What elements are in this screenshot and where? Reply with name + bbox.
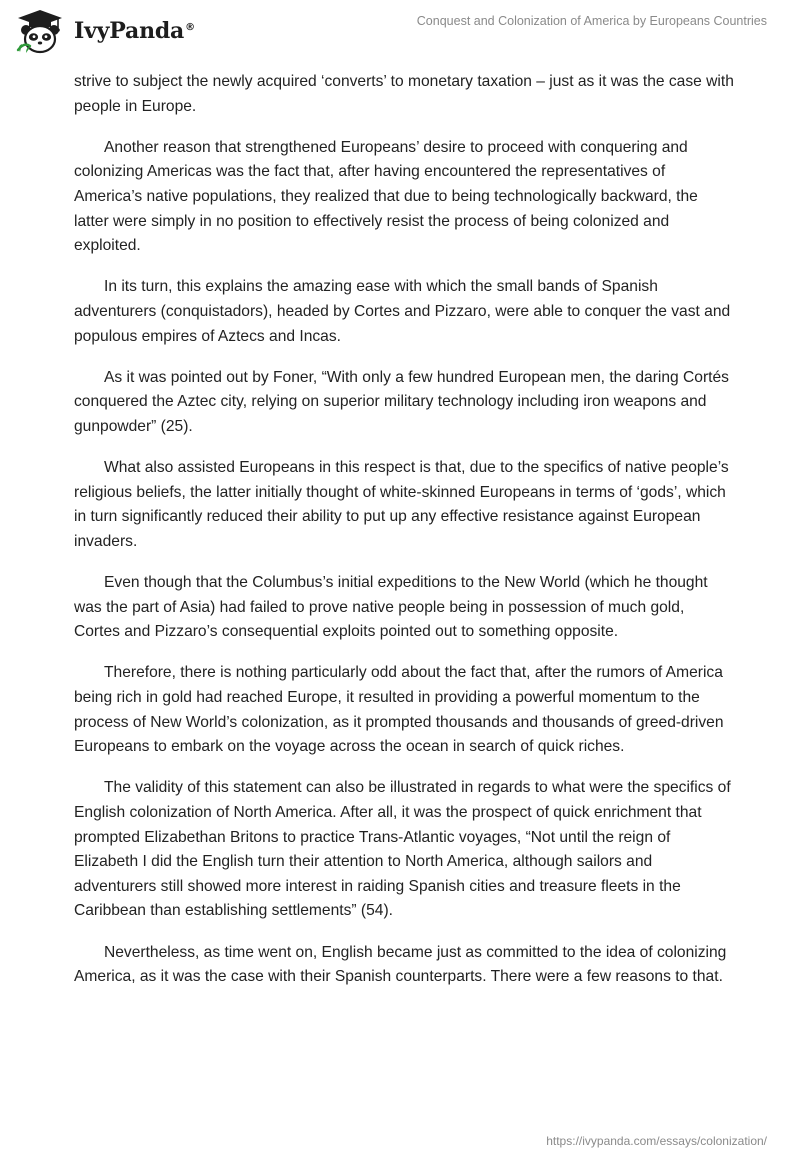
paragraph: The validity of this statement can also be illustrated in regards to what were the specifics of English colonization of North America. After all, it was the prospect of quick enrichment that prompted Elizabethan Britons to practice Trans-Atlantic voyages, “Not until the reign of Elizabeth I did the English turn their attention to North America, although sailors and adventurers still showed more interest in raiding Spanish cities and treasure fleets in the Caribbean than establishing settlements” (54). xyxy=(74,779,731,920)
registered-mark: ® xyxy=(185,21,195,33)
ivypanda-logo[interactable] xyxy=(14,8,195,54)
paragraph: In its turn, this explains the amazing ease with which the small bands of Spanish adventurers (conquistadors), headed by Cortes and Pizzaro, were able to conquer the vast and populous empires of Aztecs and Incas. xyxy=(74,278,731,345)
panda-graduate-icon xyxy=(14,8,66,54)
paragraph: Another reason that strengthened Europeans’ desire to proceed with conquering and colonizing Americas was the fact that, after having encountered the representatives of America’s native populations, they realized that due to being technologically backward, the latter were simply in no position to effectively resist the process of being colonized and exploited. xyxy=(74,138,698,255)
paragraph: strive to subject the newly acquired ‘converts’ to monetary taxation – just as it was the case with people in Europe. xyxy=(74,73,734,115)
paragraph: What also assisted Europeans in this respect is that, due to the specifics of native people’s religious beliefs, the latter initially thought of white-skinned Europeans in terms of ‘gods’, which in turn significantly reduced their ability to put up any effective resistance against European invaders. xyxy=(74,459,729,550)
document-title: Conquest and Colonization of America by Europeans Countries xyxy=(416,14,767,28)
essay-body xyxy=(74,70,734,1006)
paragraph: Nevertheless, as time went on, English became just as committed to the idea of colonizing America, as it was the case with their Spanish counterparts. There were a few reasons to that. xyxy=(74,943,727,986)
paragraph: Therefore, there is nothing particularly odd about the fact that, after the rumors of America being rich in gold had reached Europe, it resulted in providing a powerful momentum to the process of New World’s colonization, as it prompted thousands and thousands of greed-driven Europeans to embark on the voyage across the ocean in search of quick riches. xyxy=(74,664,724,756)
brand-name: IvyPanda® xyxy=(74,18,195,44)
source-url-link[interactable]: https://ivypanda.com/essays/colonization/ xyxy=(546,1134,767,1148)
paragraph: As it was pointed out by Foner, “With only a few hundred European men, the daring Cortés conquered the Aztec city, relying on superior military technology including iron weapons and gunpowder” (25). xyxy=(74,368,729,435)
page-header xyxy=(0,0,800,60)
paragraph: Even though that the Columbus’s initial expeditions to the New World (which he thought was the part of Asia) had failed to prove native people being in possession of much gold, Cortes and Pizzaro’s consequential exploits pointed out to something opposite. xyxy=(74,574,708,641)
